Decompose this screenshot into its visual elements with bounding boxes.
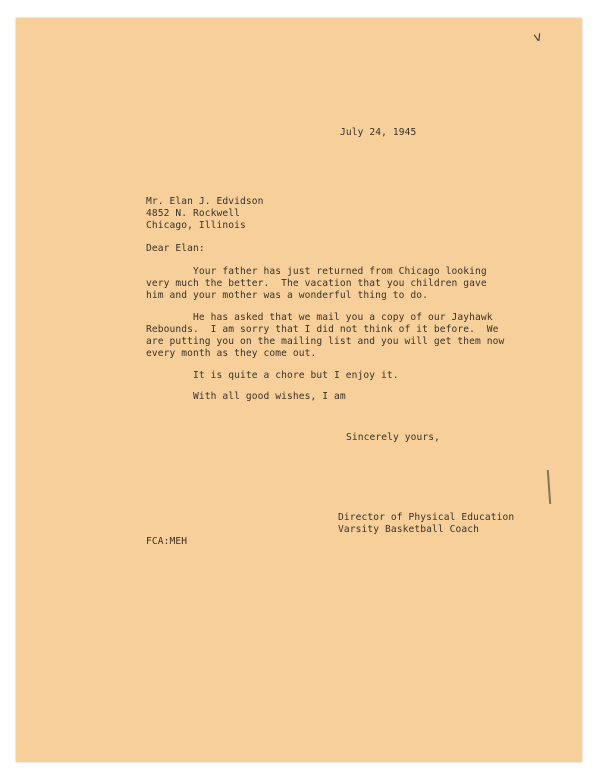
- signature-title-1: Director of Physical Education: [338, 512, 515, 523]
- paragraph-line: are putting you on the mailing list and you will get them now: [146, 336, 505, 347]
- paragraph-line: It is quite a chore but I enjoy it.: [146, 370, 399, 381]
- address-line-3: Chicago, Illinois: [146, 220, 246, 231]
- paragraph-line: He has asked that we mail you a copy of our Jayhawk: [146, 312, 493, 323]
- paragraph-line: every month as they come out.: [146, 348, 317, 359]
- paragraph-line: Your father has just returned from Chicago looking: [146, 266, 487, 277]
- letter-page: [16, 18, 582, 762]
- corner-check-mark: v: [532, 29, 544, 46]
- address-line-1: Mr. Elan J. Edvidson: [146, 196, 264, 207]
- address-line-2: 4852 N. Rockwell: [146, 208, 241, 219]
- paragraph-line: him and your mother was a wonderful thing to do.: [146, 290, 429, 301]
- margin-pencil-mark: [547, 470, 551, 504]
- paragraph-line: Rebounds. I am sorry that I did not think of it before. We: [146, 324, 499, 335]
- closing: Sincerely yours,: [346, 432, 441, 443]
- salutation: Dear Elan:: [146, 243, 205, 254]
- typist-initials: FCA:MEH: [146, 536, 188, 547]
- paragraph-line: With all good wishes, I am: [146, 391, 346, 402]
- signature-title-2: Varsity Basketball Coach: [338, 524, 480, 535]
- letter-date: July 24, 1945: [340, 127, 417, 138]
- paragraph-line: very much the better. The vacation that you children gave: [146, 278, 487, 289]
